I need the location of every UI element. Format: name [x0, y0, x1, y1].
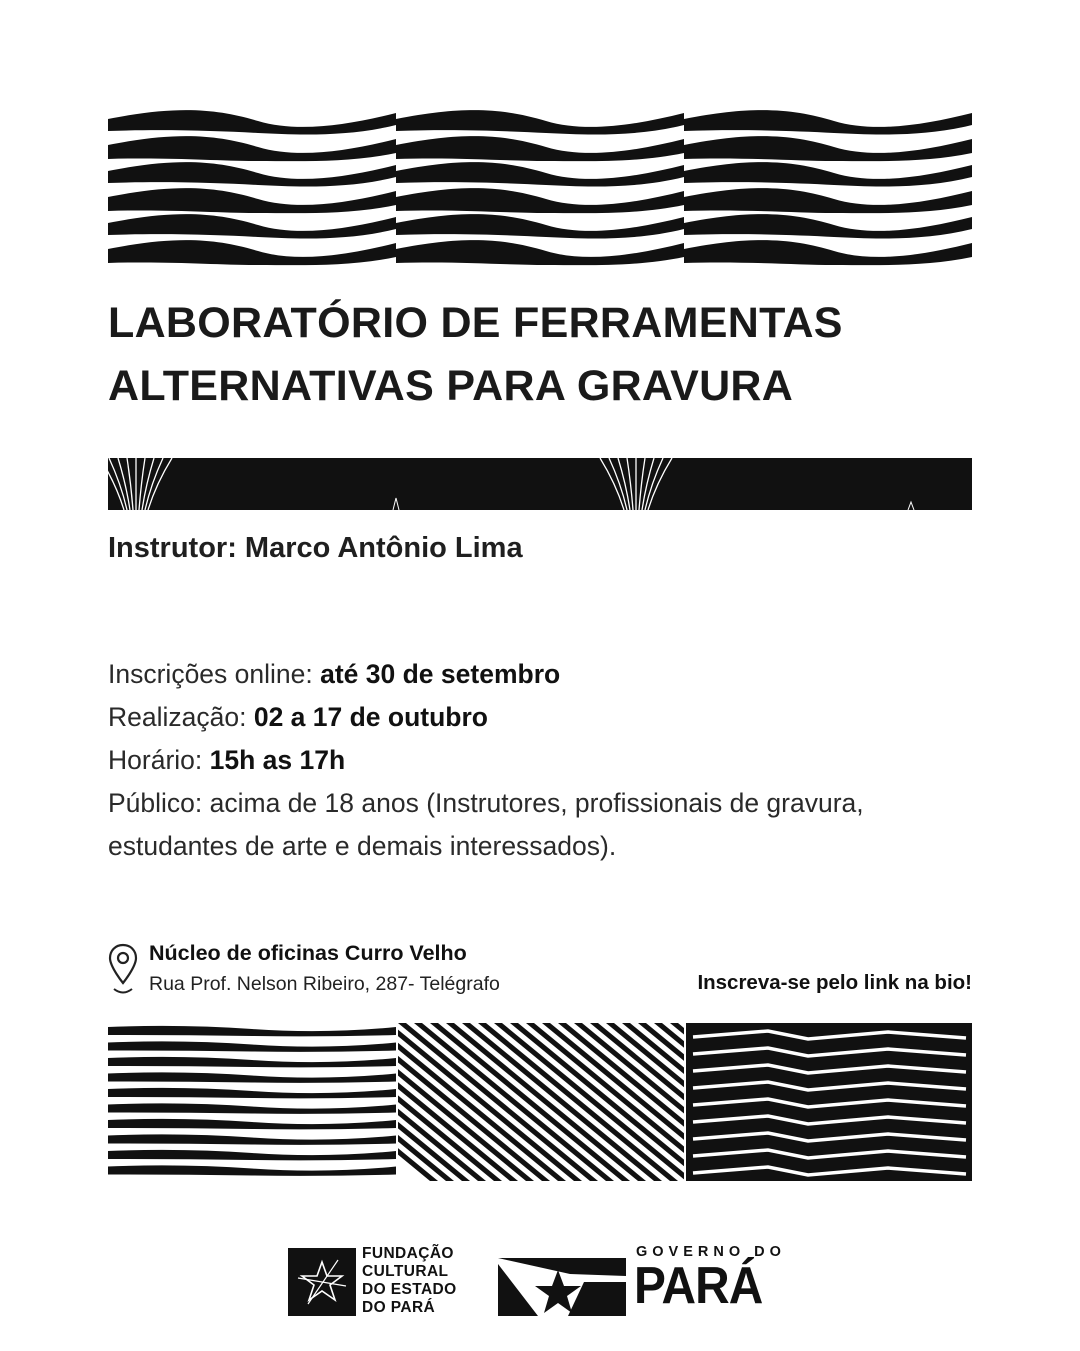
wave-stripe: [684, 188, 972, 213]
title-line-1: LABORATÓRIO DE FERRAMENTAS: [108, 299, 843, 347]
horizontal-stripe: [108, 1072, 396, 1082]
wave-stripe: [108, 240, 396, 265]
wave-stripe: [396, 240, 684, 265]
title-line-2: ALTERNATIVAS PARA GRAVURA: [108, 362, 794, 410]
page-title: [108, 292, 988, 418]
fcp-line-4: DO PARÁ: [362, 1299, 436, 1316]
wave-stripe: [108, 214, 396, 238]
dates-row: [108, 696, 978, 739]
venue-address: Rua Prof. Nelson Ribeiro, 287- Telégrafo: [149, 973, 500, 995]
stripe-pattern-banner: [108, 1023, 972, 1181]
horizontal-stripe: [108, 1057, 396, 1067]
horizontal-stripe: [108, 1134, 396, 1144]
wave-stripe: [396, 136, 684, 161]
event-info: [108, 653, 978, 868]
wave-stripe: [684, 240, 972, 265]
map-pin-icon: [108, 943, 138, 1004]
wave-stripe: [684, 110, 972, 134]
signup-cta: Inscreva-se pelo link na bio!: [697, 971, 972, 994]
horizontal-stripe: [108, 1041, 396, 1051]
audience-line-2: estudantes de arte e demais interessados).: [108, 831, 617, 861]
horizontal-stripe: [108, 1165, 396, 1175]
wave-stripe: [396, 110, 684, 134]
time-row: [108, 739, 978, 782]
para-flag-icon: [498, 1244, 628, 1321]
wave-stripe: [108, 136, 396, 161]
registration-row: [108, 653, 978, 696]
dates-label: Realização:: [108, 702, 254, 732]
time-value: 15h as 17h: [209, 745, 346, 775]
wave-stripe: [108, 162, 396, 186]
governo-label: GOVERNO DO: [636, 1244, 786, 1260]
grass-band-background: [108, 458, 972, 510]
wave-pattern-banner: [108, 107, 972, 270]
horizontal-stripe: [108, 1103, 396, 1113]
audience-line-1: Público: acima de 18 anos (Instrutores, profissionais de gravura,: [108, 788, 864, 818]
wave-stripe: [684, 162, 972, 186]
horizontal-stripe: [108, 1026, 396, 1036]
registration-label: Inscrições online:: [108, 659, 321, 689]
fcp-line-2: CULTURAL: [362, 1263, 449, 1280]
wave-stripe: [396, 214, 684, 238]
instructor-line: Instrutor: Marco Antônio Lima: [108, 532, 523, 564]
horizontal-stripe: [108, 1119, 396, 1129]
horizontal-stripe: [108, 1088, 396, 1098]
dates-value: 02 a 17 de outubro: [253, 702, 488, 732]
wave-stripe: [108, 110, 396, 134]
fcp-line-3: DO ESTADO: [362, 1281, 457, 1298]
registration-value: até 30 de setembro: [320, 659, 561, 689]
wave-stripe: [396, 188, 684, 213]
fcp-line-1: FUNDAÇÃO: [362, 1245, 454, 1262]
wave-stripe: [108, 188, 396, 213]
time-label: Horário:: [108, 745, 210, 775]
venue-name: Núcleo de oficinas Curro Velho: [149, 941, 467, 965]
horizontal-stripe: [108, 1150, 396, 1160]
wave-stripe: [396, 162, 684, 186]
grass-pattern-banner: [108, 458, 972, 510]
star-logo-icon: [288, 1248, 356, 1316]
para-wordmark: PARÁ: [634, 1257, 763, 1315]
wave-stripe: [684, 214, 972, 238]
wave-stripe: [684, 136, 972, 161]
